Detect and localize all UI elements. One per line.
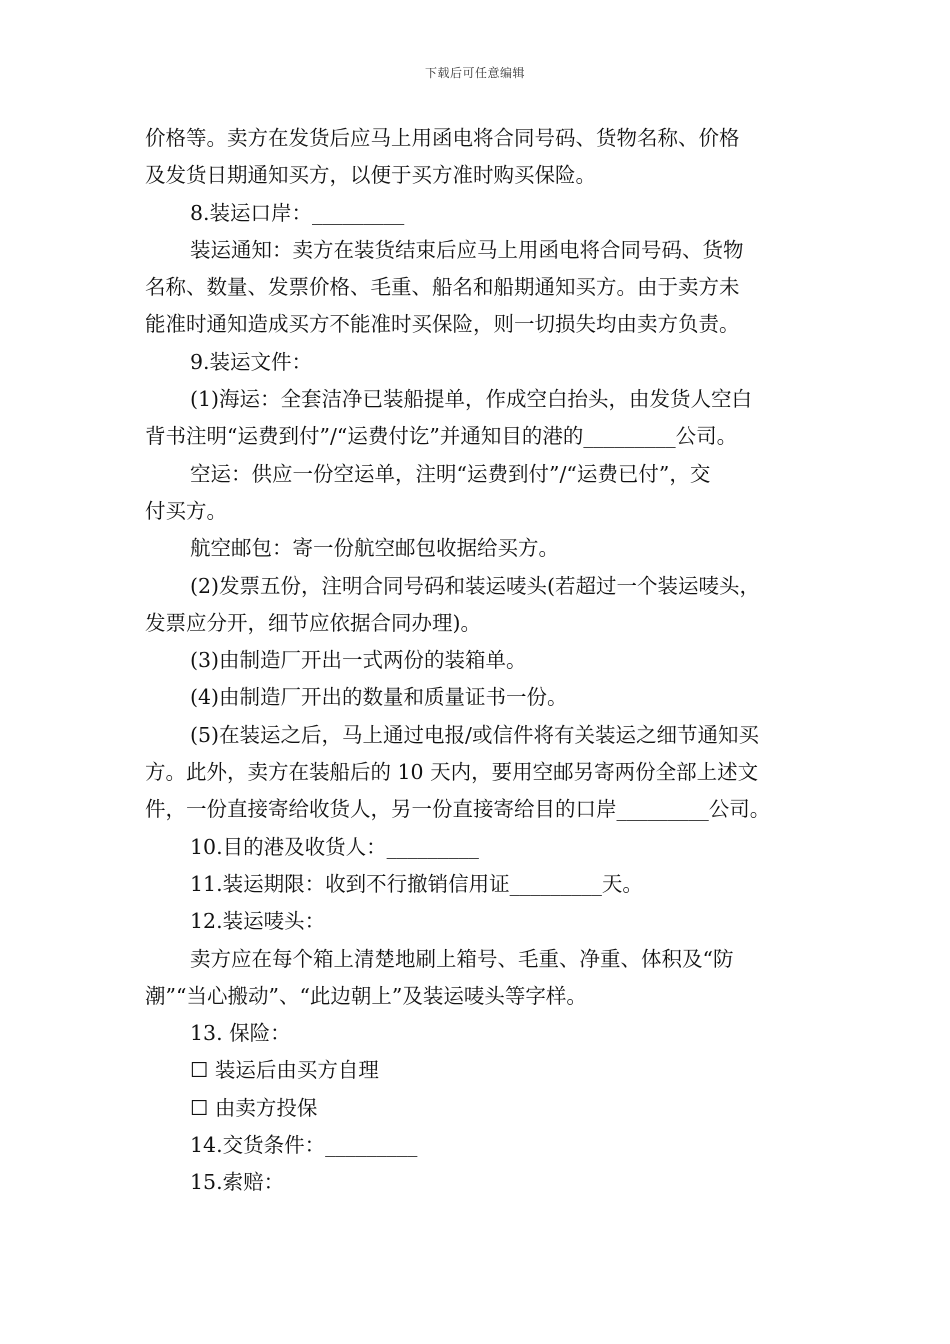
paragraph-line: (1)海运：全套洁净已装船提单，作成空白抬头，由发货人空白: [190, 387, 753, 412]
paragraph-line: (3)由制造厂开出一式两份的装箱单。: [190, 648, 527, 673]
paragraph-line: 装运通知：卖方在装货结束后应马上用函电将合同号码、货物: [190, 237, 744, 262]
paragraph-line: 潮”“当心搬动”、“此边朝上”及装运唛头等字样。: [145, 983, 587, 1008]
paragraph-line: (5)在装运之后，马上通过电报/或信件将有关装运之细节通知买: [190, 722, 759, 747]
paragraph-line: 12.装运唛头：: [190, 909, 326, 934]
paragraph-line: 背书注明“运费到付”/“运费付讫”并通知目的港的_________公司。: [145, 424, 738, 449]
paragraph-line: 价格等。卖方在发货后应马上用函电将合同号码、货物名称、价格: [145, 126, 740, 150]
paragraph-line: 10.目的港及收货人：_________: [190, 834, 479, 859]
paragraph-line: 方。此外，卖方在装船后的 10 天内，要用空邮另寄两份全部上述文: [145, 760, 759, 785]
paragraph-line: 13. 保险：: [190, 1021, 291, 1046]
paragraph-line: 及发货日期通知买方，以便于买方准时购买保险。: [145, 163, 596, 188]
paragraph-line: 航空邮包：寄一份航空邮包收据给买方。: [190, 536, 559, 561]
paragraph-line: ☐ 装运后由买方自理: [190, 1058, 379, 1083]
paragraph-line: ☐ 由卖方投保: [190, 1095, 318, 1120]
document-body: [145, 120, 815, 1202]
paragraph-line: 15.索赔：: [190, 1170, 285, 1195]
paragraph-line: 14.交货条件：_________: [190, 1133, 418, 1158]
paragraph-line: 空运：供应一份空运单，注明“运费到付”/“运费已付”，交: [190, 461, 711, 486]
paragraph-line: 能准时通知造成买方不能准时买保险，则一切损失均由卖方负责。: [145, 312, 740, 337]
page-header: 下载后可任意编辑: [424, 66, 525, 80]
paragraph-line: 名称、数量、发票价格、毛重、船名和船期通知买方。由于卖方未: [145, 275, 740, 300]
paragraph-line: 9.装运文件：: [190, 349, 313, 374]
paragraph-line: (4)由制造厂开出的数量和质量证书一份。: [190, 685, 568, 710]
paragraph-line: 件，一份直接寄给收货人，另一份直接寄给目的口岸_________公司。: [145, 797, 771, 822]
paragraph-line: 付买方。: [145, 498, 227, 523]
paragraph-line: 8.装运口岸：_________: [190, 200, 405, 225]
paragraph-line: 发票应分开，细节应依据合同办理)。: [145, 610, 481, 635]
paragraph-line: 11.装运期限：收到不行撤销信用证_________天。: [190, 871, 643, 896]
paragraph-line: (2)发票五份，注明合同号码和装运唛头(若超过一个装运唛头，: [190, 573, 761, 598]
paragraph-line: 卖方应在每个箱上清楚地刷上箱号、毛重、净重、体积及“防: [190, 946, 734, 971]
